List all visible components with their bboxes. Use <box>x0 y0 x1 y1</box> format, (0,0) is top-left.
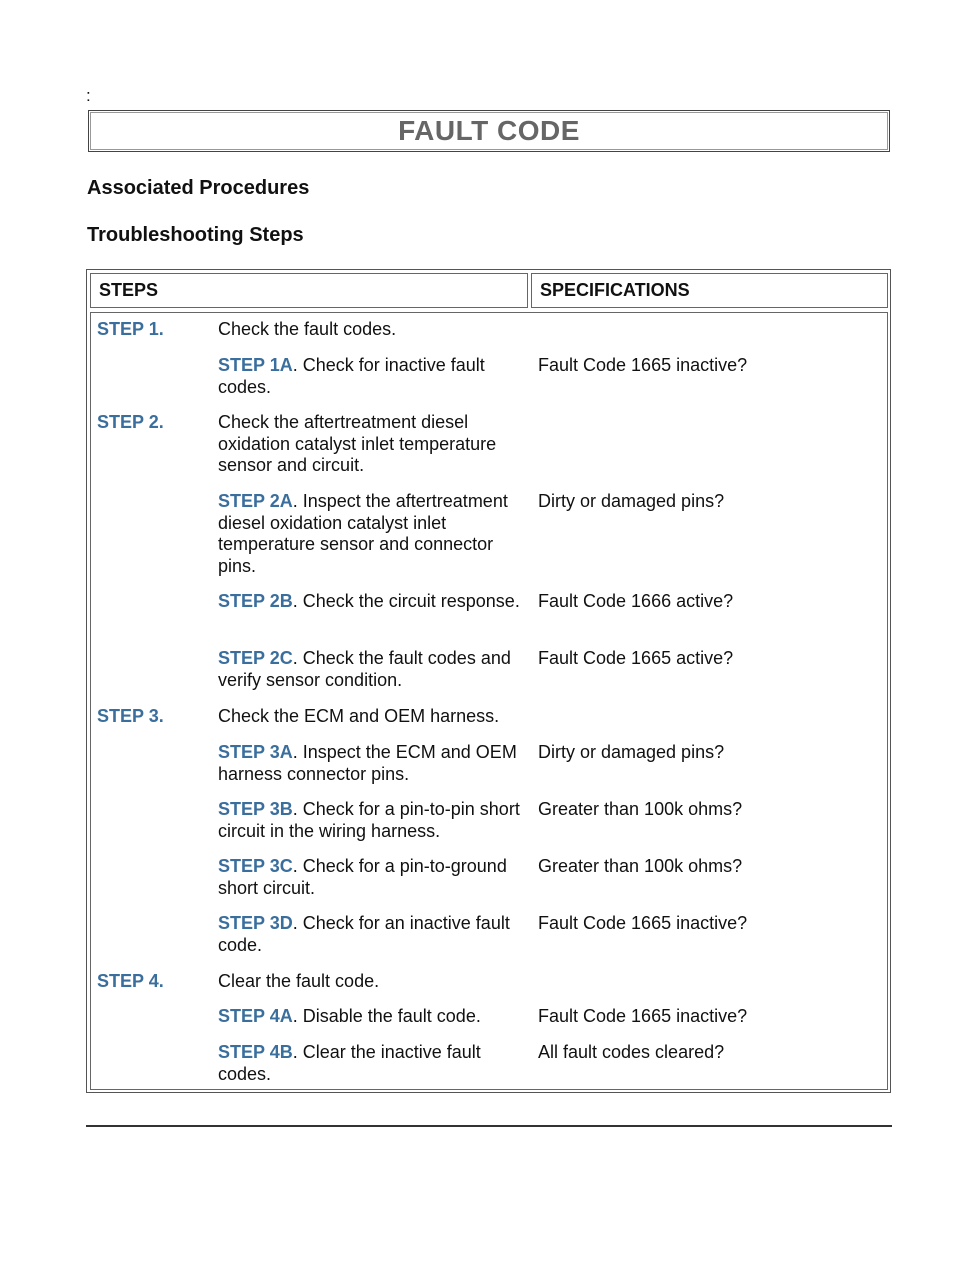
step-2c-text: STEP 2C. Check the fault codes and verify sensor condition. <box>218 648 511 690</box>
step-3b-spec: Greater than 100k ohms? <box>538 799 743 819</box>
step-3a-text: STEP 3A. Inspect the ECM and OEM harness connector pins. <box>218 742 517 784</box>
step-2a-description: Inspect the aftertreatment diesel oxidation catalyst inlet temperature sensor and connector pins. <box>218 491 508 576</box>
step-2a-text: STEP 2A. Inspect the aftertreatment diesel oxidation catalyst inlet temperature sensor and connector pins. <box>218 491 508 576</box>
step-1-link[interactable]: STEP 1. <box>97 319 164 339</box>
step-4a-text: STEP 4A. Disable the fault code. <box>218 1006 481 1026</box>
step-1a-text: STEP 1A. Check for inactive fault codes. <box>218 355 485 397</box>
step-1a-link[interactable]: STEP 1A <box>218 355 293 375</box>
step-3c-text: STEP 3C. Check for a pin-to-ground short circuit. <box>218 856 507 898</box>
title-box <box>88 110 890 152</box>
step-2b-spec: Fault Code 1666 active? <box>538 591 734 611</box>
step-3d-description: Check for an inactive fault code. <box>218 913 510 955</box>
step-3b-description: Check for a pin-to-pin short circuit in the wiring harness. <box>218 799 520 841</box>
step-3a-spec: Dirty or damaged pins? <box>538 742 725 762</box>
step-3b-text: STEP 3B. Check for a pin-to-pin short circuit in the wiring harness. <box>218 799 520 841</box>
page-title: FAULT CODE <box>398 115 580 146</box>
step-3a-description: Inspect the ECM and OEM harness connector pins. <box>218 742 517 784</box>
step-2b-description: Check the circuit response. <box>302 591 520 611</box>
step-1a-description: Check for inactive fault codes. <box>218 355 485 397</box>
step-4a-description: Disable the fault code. <box>302 1006 481 1026</box>
step-2c-description: Check the fault codes and verify sensor condition. <box>218 648 511 690</box>
step-2-text: Check the aftertreatment diesel oxidation catalyst inlet temperature sensor and circuit. <box>218 412 497 475</box>
stray-colon: : <box>86 86 91 105</box>
step-2c-spec: Fault Code 1665 active? <box>538 648 734 668</box>
step-4a-spec: Fault Code 1665 inactive? <box>538 1006 748 1026</box>
step-3-text: Check the ECM and OEM harness. <box>218 706 500 726</box>
footer-divider <box>86 1125 892 1127</box>
step-3-link[interactable]: STEP 3. <box>97 706 164 726</box>
step-2-link[interactable]: STEP 2. <box>97 412 164 432</box>
step-3d-text: STEP 3D. Check for an inactive fault code. <box>218 913 510 955</box>
step-4-text: Clear the fault code. <box>218 971 380 991</box>
step-2a-spec: Dirty or damaged pins? <box>538 491 725 511</box>
step-4b-description: Clear the inactive fault codes. <box>218 1042 481 1084</box>
step-3c-link[interactable]: STEP 3C <box>218 856 293 876</box>
step-2b-link[interactable]: STEP 2B <box>218 591 293 611</box>
step-3c-spec: Greater than 100k ohms? <box>538 856 743 876</box>
step-2c-link[interactable]: STEP 2C <box>218 648 293 668</box>
column-header-steps: STEPS <box>90 273 528 308</box>
column-header-specifications: SPECIFICATIONS <box>531 273 888 308</box>
step-3a-link[interactable]: STEP 3A <box>218 742 293 762</box>
step-3b-link[interactable]: STEP 3B <box>218 799 293 819</box>
step-4b-link[interactable]: STEP 4B <box>218 1042 293 1062</box>
step-4a-link[interactable]: STEP 4A <box>218 1006 293 1026</box>
troubleshooting-steps-heading: Troubleshooting Steps <box>87 224 304 246</box>
step-1-text: Check the fault codes. <box>218 319 397 339</box>
associated-procedures-heading: Associated Procedures <box>87 177 310 199</box>
step-2b-text: STEP 2B. Check the circuit response. <box>218 591 520 611</box>
step-2a-link[interactable]: STEP 2A <box>218 491 293 511</box>
step-3c-description: Check for a pin-to-ground short circuit. <box>218 856 507 898</box>
step-3d-spec: Fault Code 1665 inactive? <box>538 913 748 933</box>
step-4b-text: STEP 4B. Clear the inactive fault codes. <box>218 1042 481 1084</box>
step-1a-spec: Fault Code 1665 inactive? <box>538 355 748 375</box>
step-3d-link[interactable]: STEP 3D <box>218 913 293 933</box>
step-4-link[interactable]: STEP 4. <box>97 971 164 991</box>
step-4b-spec: All fault codes cleared? <box>538 1042 725 1062</box>
